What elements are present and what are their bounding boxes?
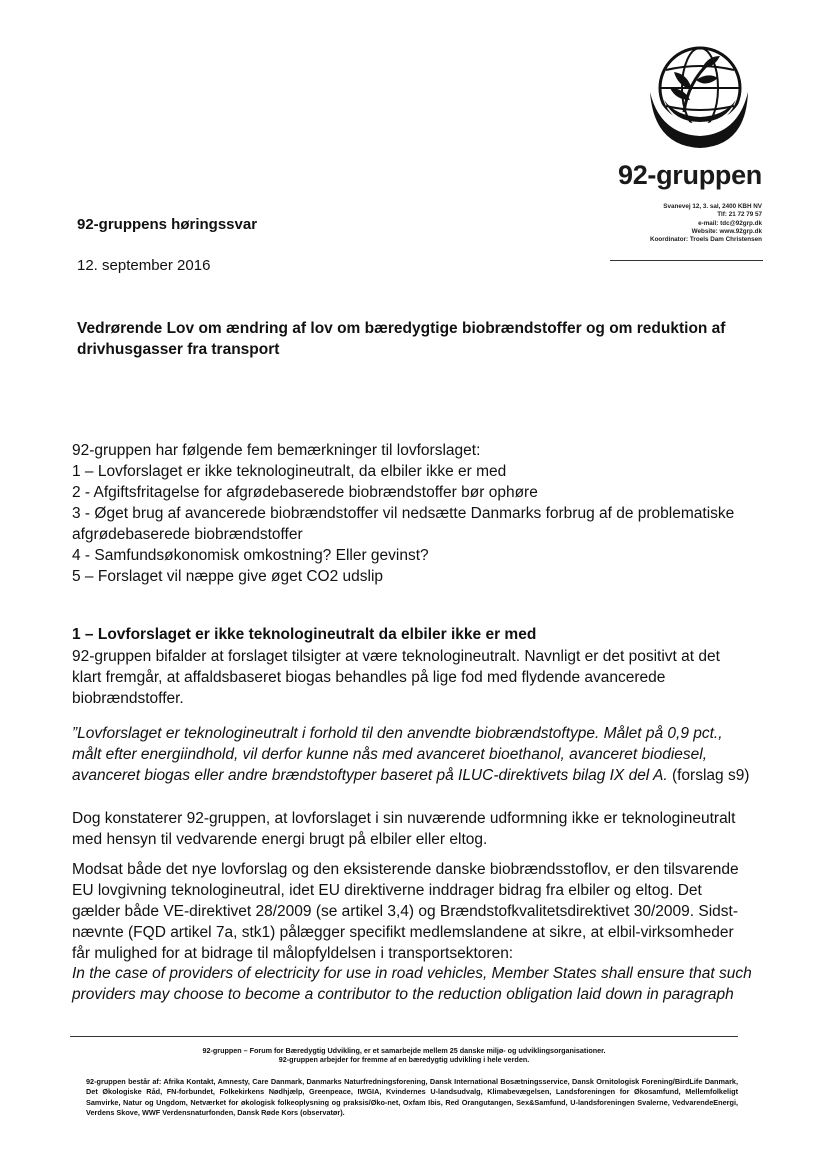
section-paragraph: Modsat både det nye lovforslag og den eksisterende danske biobrændsstoflov, er den tilsvarende EU lovgivning teknologineutral, idet EU direktiverne inddrager bidrag fra elbiler og eltog. Det gælder både VE-direktivet 28/2009 (se artikel 3,4) og Brændstofkvalitetsdirektivet 30/2009. Sidst-nævnte (FQD artikel 7a, stk1) pålægger specifikt medlemslandene at sikre, at elbil-virksomheder får mulighed for at bidrage til målopfyldelsen i transportsektoren: bbox=[72, 861, 739, 962]
section-paragraph: Dog konstaterer 92-gruppen, at lovforslaget i sin nuværende udformning ikke er teknologineutralt med hensyn til vedvarende energi brugt på elbiler eller eltog. bbox=[72, 810, 736, 848]
contact-email: e-mail: tdc@92grp.dk bbox=[698, 219, 762, 227]
organization-name: 92-gruppen bbox=[617, 160, 762, 190]
contact-block bbox=[560, 203, 762, 244]
contact-website: Website: www.92grp.dk bbox=[691, 227, 762, 235]
contact-address: Svanevej 12, 3. sal, 2400 KBH NV bbox=[663, 203, 762, 210]
intro-point: 3 - Øget brug af avancerede biobrændstoffer vil nedsætte Danmarks forbrug af de problematiske afgrødebaserede biobrændstoffer bbox=[72, 505, 735, 543]
footer-description: 92-gruppen – Forum for Bæredygtig Udvikling, er et samarbejde mellem 25 danske miljø- og udviklingsorganisationer. bbox=[202, 1046, 606, 1055]
contact-phone: Tlf: 21 72 79 57 bbox=[717, 211, 762, 219]
law-quote bbox=[72, 723, 752, 786]
directive-quote: In the case of providers of electricity for use in road vehicles, Member States shall ensure that such providers may choose to become a contributor to the reduction obligation laid down in paragraph bbox=[72, 965, 752, 1003]
footer-divider bbox=[70, 1036, 738, 1037]
document-type: 92-gruppens høringssvar bbox=[77, 216, 258, 233]
intro-point: 4 - Samfundsøkonomisk omkostning? Eller gevinst? bbox=[72, 547, 429, 564]
section-heading: 1 – Lovforslaget er ikke teknologineutralt da elbiler ikke er med bbox=[72, 626, 537, 643]
document-date: 12. september 2016 bbox=[77, 257, 211, 274]
footer-mission: 92-gruppen arbejder for fremme af en bæredygtig udvikling i hele verden. bbox=[278, 1055, 530, 1064]
footer-member-list: 92-gruppen består af: Afrika Kontakt, Amnesty, Care Danmark, Danmarks Naturfredningsforening, Dansk International Bosætningsservice, Dansk Ornitologisk Forening/BirdLife Danmark, Det Økologiske Råd, FN-forbundet, Folkekirkens Nødhjælp, Greenpeace, IWGIA, Kvindernes U-landsudvalg, Klimabevægelsen, Landsforeningen for Økosamfund, Mellemfolkeligt Samvirke, Natur og Ungdom, Netværket for økologisk folkeoplysning og praksis/Øko-net, Oxfam Ibis, Red Orangutangen, Sex&Samfund, U-landsforeningen Svalerne, VedvarendeEnergi, Verdens Skove, WWF Verdensnaturfonden, Dansk Røde Kors (observatør). bbox=[86, 1077, 738, 1118]
section-paragraph: 92-gruppen bifalder at forslaget tilsigter at være teknologineutralt. Navnligt er det positivt at det klart fremgår, at affaldsbaseret biogas behandles på lige fod med flydende avancerede biobrændstoffer. bbox=[72, 648, 720, 707]
law-quote-text: ”Lovforslaget er teknologineutralt i forhold til den anvendte biobrændstoftype. Målet på 0,9 pct., målt efter energiindhold, vil derfor kunne nås med avanceret bioethanol, avanceret biodiesel, avanceret biogas eller andre brændstoftyper baseret på ILUC-direktivets bilag IX del A. bbox=[72, 725, 723, 784]
law-quote-reference: (forslag s9) bbox=[667, 767, 750, 784]
document-subject: Vedrørende Lov om ændring af lov om bæredygtige biobrændstoffer og om reduktion af drivhusgasser fra transport bbox=[77, 320, 726, 358]
intro-lead: 92-gruppen har følgende fem bemærkninger til lovforslaget: bbox=[72, 442, 481, 459]
header-divider bbox=[610, 260, 763, 261]
intro-point: 1 – Lovforslaget er ikke teknologineutralt, da elbiler ikke er med bbox=[72, 463, 507, 480]
intro-point: 5 – Forslaget vil næppe give øget CO2 udslip bbox=[72, 568, 384, 585]
organization-logo bbox=[634, 42, 752, 152]
contact-coordinator: Koordinator: Troels Dam Christensen bbox=[650, 236, 762, 244]
intro-block bbox=[72, 440, 742, 587]
intro-point: 2 - Afgiftsfritagelse for afgrødebaserede biobrændstoffer bør ophøre bbox=[72, 484, 538, 501]
